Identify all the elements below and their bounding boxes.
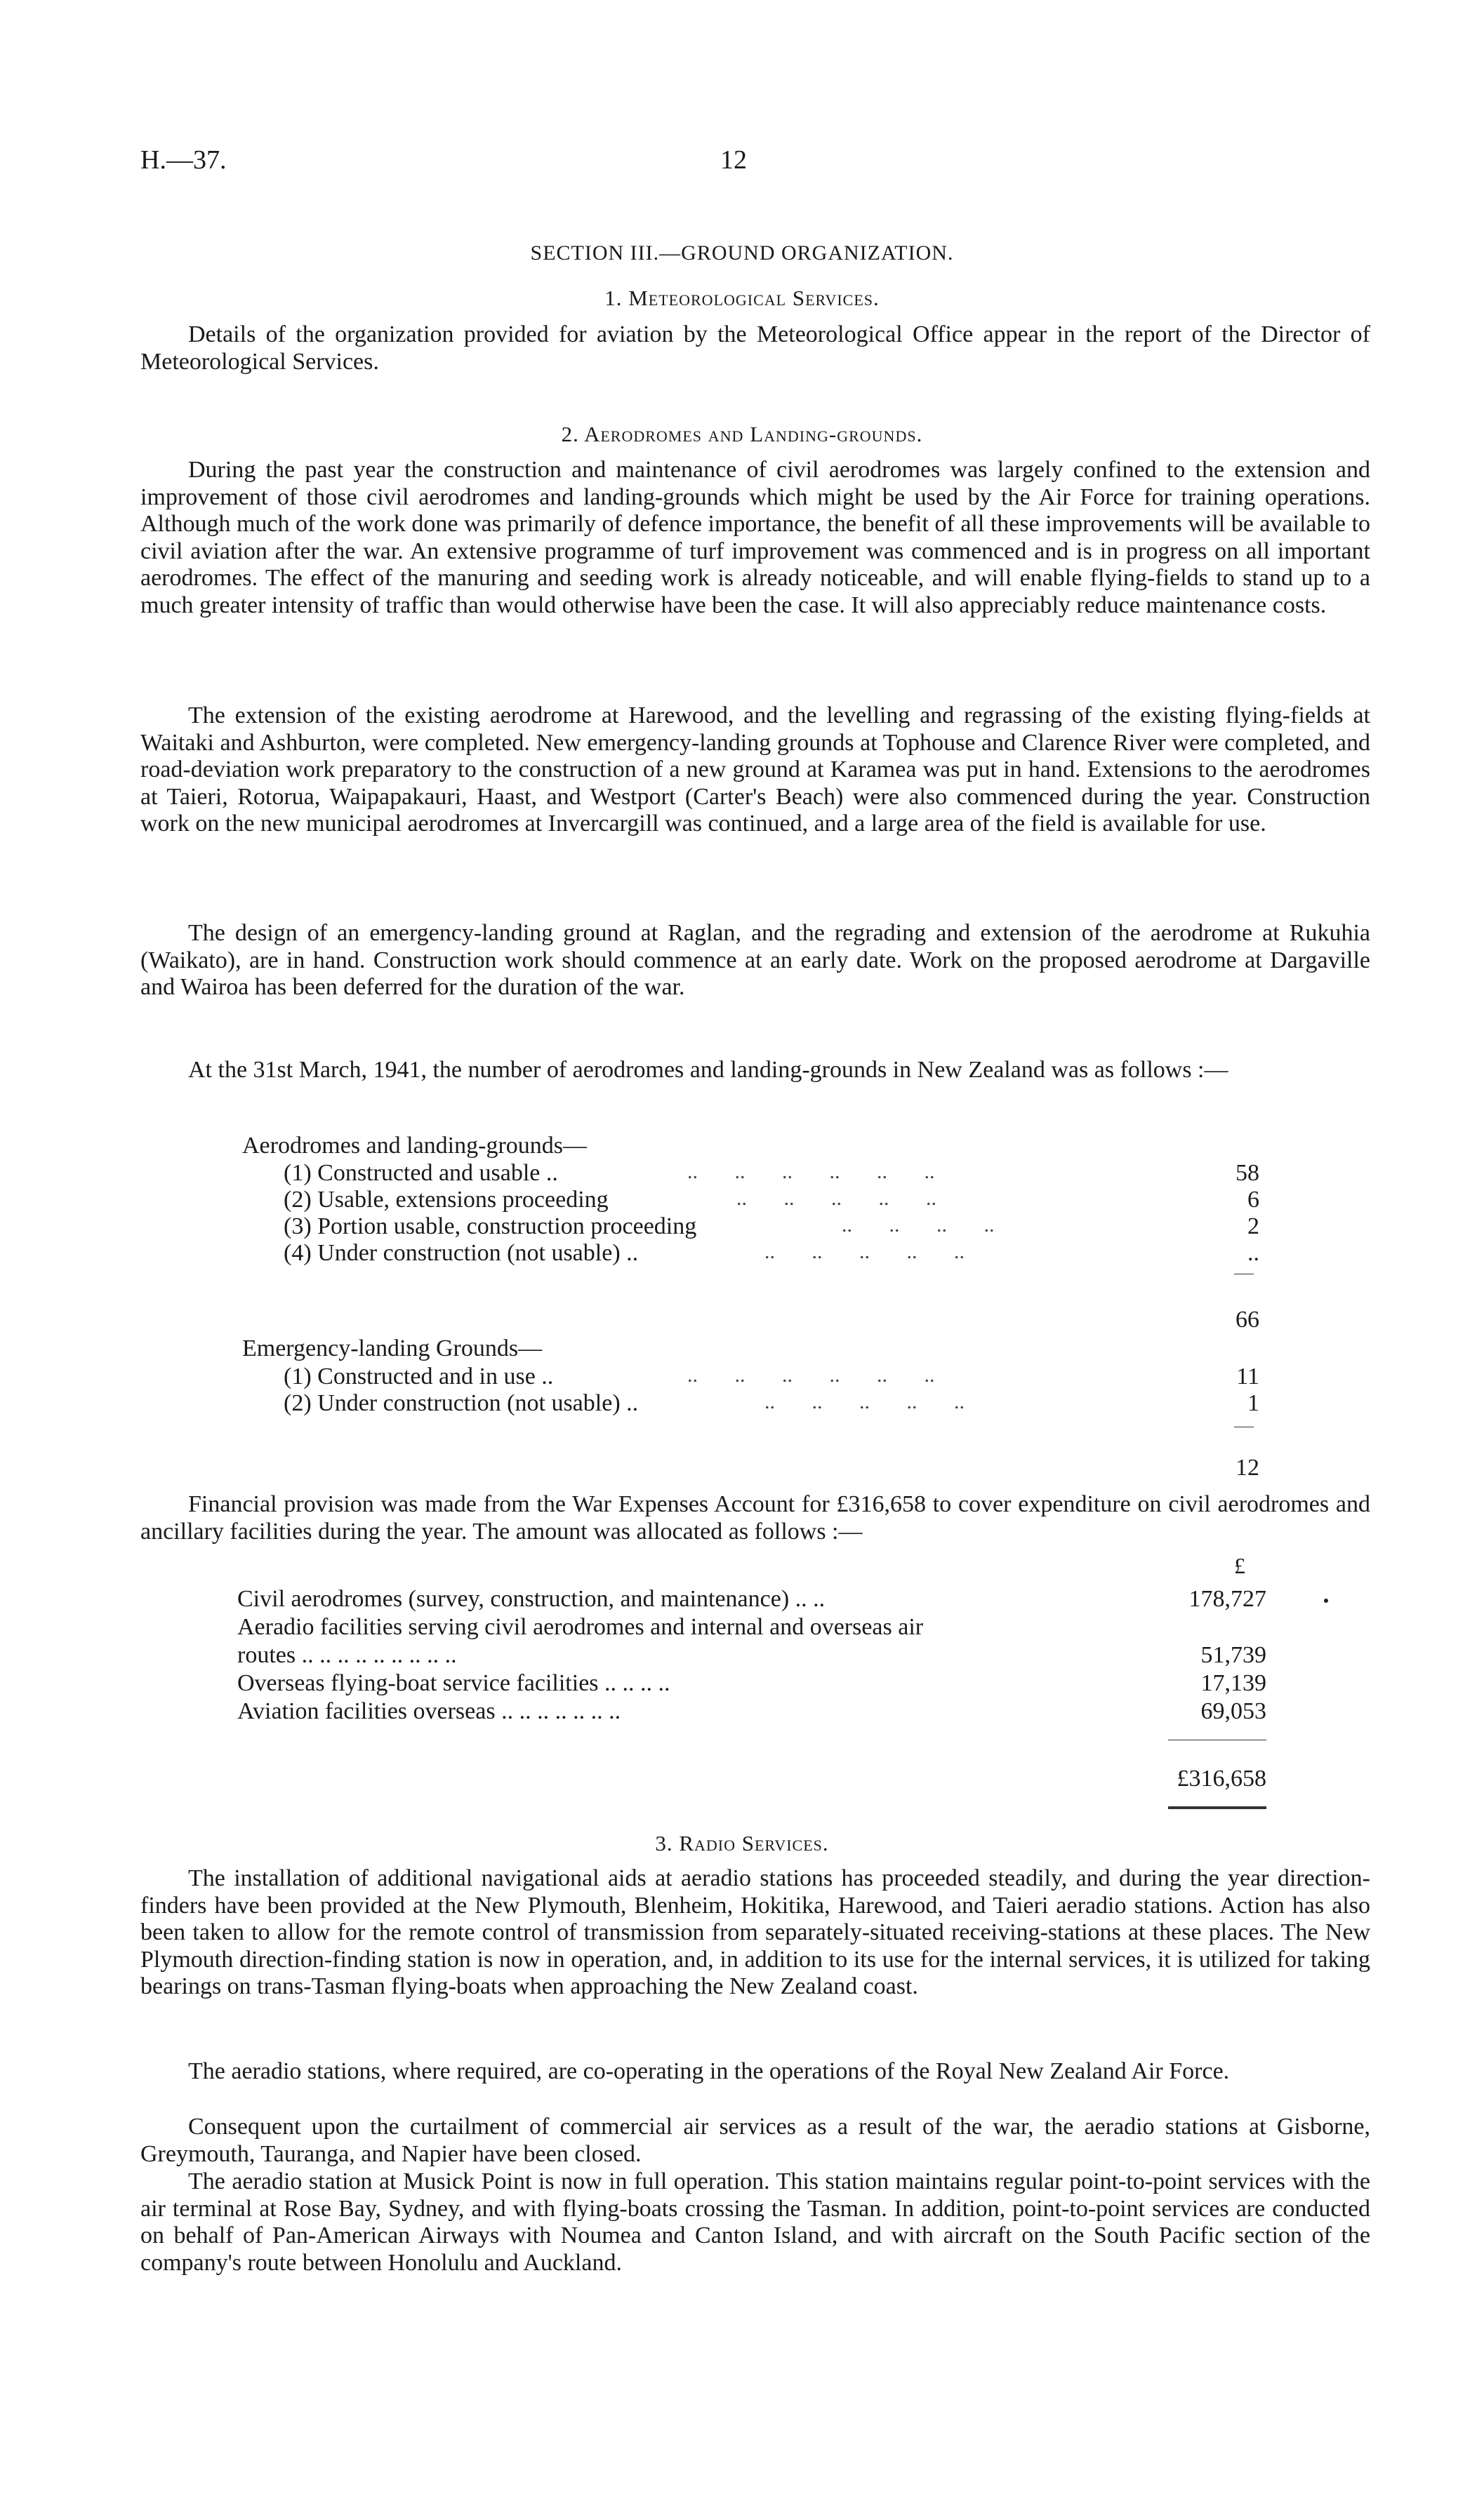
radio-paragraph-1: The installation of additional navigational aids at aeradio stations has proceeded steadily, and during the year direction-finders have been provided at the New Plymouth, Blenheim, Hokitika, Harewood, and Taieri aeradio stations. Action has also been taken to allow for the remote control of transmission from separately-situated receiving-stations at these places. The New Plymouth direction-finding station is now in operation, and, in addition to its use for the internal services, it is utilized for taking bearings on trans-Tasman flying-boats when approaching the New Zealand coast. [140, 1865, 1370, 2000]
finance-row [237, 1670, 1266, 1698]
dot-leader: .. .. .. .. .. .. [677, 1160, 935, 1183]
finance-row-value: 69,053 [1200, 1698, 1266, 1724]
count-row-value: 11 [1236, 1364, 1259, 1389]
finance-row [237, 1586, 1266, 1614]
count-row [284, 1160, 1259, 1187]
count-row [284, 1364, 1259, 1390]
dot-leader: .. .. .. .. .. [754, 1240, 965, 1263]
radio-paragraph-4: The aeradio station at Musick Point is now in full operation. This station maintains regular point-to-point services with the air terminal at Rose Bay, Sydney, and with flying-boats crossing the Tasman. In addition, point-to-point services are conducted on behalf of Pan-American Airways with Noumea and Canton Island, and with aircraft on the South Pacific section of the company's route between Honolulu and Auckland. [140, 2168, 1370, 2276]
finance-total: £316,658 [1177, 1766, 1266, 1792]
aerodromes-heading: 2. Aerodromes and Landing-grounds. [561, 422, 923, 446]
emergency-group-heading: Emergency-landing Grounds— [242, 1335, 543, 1361]
finance-paragraph: Financial provision was made from the War Expenses Account for £316,658 to cover expenditure on civil aerodromes and ancillary facilities during the year. The amount was allocated as follows :— [140, 1491, 1370, 1545]
finance-row-value: 17,139 [1200, 1670, 1266, 1696]
count-row-value: 2 [1247, 1213, 1259, 1239]
margin-mark [1324, 1599, 1328, 1603]
count-row-label: (1) Constructed and usable .. [284, 1160, 558, 1186]
dot-leader: .. .. .. .. .. .. [677, 1364, 935, 1387]
currency-symbol: £ [1234, 1553, 1245, 1578]
count-row-value: 58 [1235, 1160, 1259, 1186]
aerodromes-paragraph-1: During the past year the construction and maintenance of civil aerodromes was largely confined to the extension and improvement of those civil aerodromes and landing-grounds which might be used by the Air Force for training operations. Although much of the work done was primarily of defence importance, the benefit of all these improvements will be available to civil aviation after the war. An extensive programme of turf improvement was commenced and is in progress on all important aerodromes. The effect of the manuring and seeding work is already noticeable, and will enable flying-fields to stand up to a much greater intensity of traffic than would otherwise have been the case. It will also appreciably reduce maintenance costs. [140, 457, 1370, 618]
finance-row [237, 1698, 1266, 1726]
dot-leader: .. .. .. .. .. [754, 1390, 965, 1413]
count-row-label: (1) Constructed and in use .. [284, 1364, 554, 1389]
aerodromes-group-heading: Aerodromes and landing-grounds— [242, 1133, 588, 1159]
dot-leader: .. .. .. .. [831, 1213, 995, 1236]
finance-row-label: Civil aerodromes (survey, construction, and maintenance) .. .. [237, 1586, 826, 1612]
finance-row-label: Aeradio facilities serving civil aerodromes and internal and overseas air [237, 1614, 924, 1640]
group-total: 12 [1235, 1455, 1259, 1481]
section-title: SECTION III.—GROUND ORGANIZATION. [530, 241, 954, 265]
radio-paragraph-2: The aeradio stations, where required, are co-operating in the operations of the Royal New Zealand Air Force. [188, 2058, 1230, 2084]
group-total: 66 [1235, 1307, 1259, 1333]
total-double-rule [1168, 1806, 1266, 1809]
radio-paragraph-3: Consequent upon the curtailment of commercial air services as a result of the war, the aeradio stations at Gisborne, Greymouth, Tauranga, and Napier have been closed. [140, 2114, 1370, 2167]
count-row [284, 1390, 1259, 1417]
meteorological-paragraph: Details of the organization provided for aviation by the Meteorological Office appear in the report of the Director of Meteorological Services. [140, 321, 1370, 375]
aerodromes-paragraph-3: The design of an emergency-landing ground at Raglan, and the regrading and extension of the aerodrome at Rukuhia (Waikato), are in hand. Construction work should commence at an early date. Work on the proposed aerodrome at Dargaville and Wairoa has been deferred for the duration of the war. [140, 920, 1370, 1001]
count-row [284, 1213, 1259, 1240]
count-row-label: (3) Portion usable, construction proceeding [284, 1213, 697, 1239]
finance-row-label: Overseas flying-boat service facilities .. .. .. .. [237, 1670, 670, 1696]
finance-row-label: Aviation facilities overseas .. .. .. .. .. .. .. [237, 1698, 621, 1724]
count-row [284, 1187, 1259, 1213]
meteorological-heading: 1. Meteorological Services. [604, 286, 880, 310]
page-number: 12 [720, 145, 747, 175]
document-reference: H.—37. [140, 145, 227, 175]
aerodromes-paragraph-2: The extension of the existing aerodrome at Harewood, and the levelling and regrassing of the existing flying-fields at Waitaki and Ashburton, were completed. New emergency-landing grounds at Tophouse and Clarence River were completed, and road-deviation work preparatory to the construction of a new ground at Karamea was put in hand. Extensions to the aerodromes at Taieri, Rotorua, Waipapakauri, Haast, and Westport (Carter's Beach) were also commenced during the year. Construction work on the new municipal aerodromes at Invercargill was continued, and a large area of the field is available for use. [140, 702, 1370, 837]
finance-row-value: 178,727 [1188, 1586, 1266, 1612]
count-row-label: (2) Under construction (not usable) .. [284, 1390, 639, 1416]
dot-leader: .. .. .. .. .. [726, 1187, 936, 1210]
count-row-value: 6 [1247, 1187, 1259, 1213]
finance-row-label: routes .. .. .. .. .. .. .. .. .. [237, 1642, 457, 1668]
count-row-value: 1 [1247, 1390, 1259, 1416]
count-row-value: .. [1247, 1240, 1259, 1266]
count-row-label: (2) Usable, extensions proceeding [284, 1187, 609, 1213]
count-row [284, 1240, 1259, 1267]
radio-heading: 3. Radio Services. [655, 1831, 829, 1855]
count-row-label: (4) Under construction (not usable) .. [284, 1240, 639, 1266]
aerodromes-paragraph-4: At the 31st March, 1941, the number of aerodromes and landing-grounds in New Zealand was as follows :— [188, 1057, 1228, 1083]
finance-row [237, 1642, 1266, 1670]
finance-row [237, 1614, 1266, 1642]
finance-row-value: 51,739 [1200, 1642, 1266, 1668]
